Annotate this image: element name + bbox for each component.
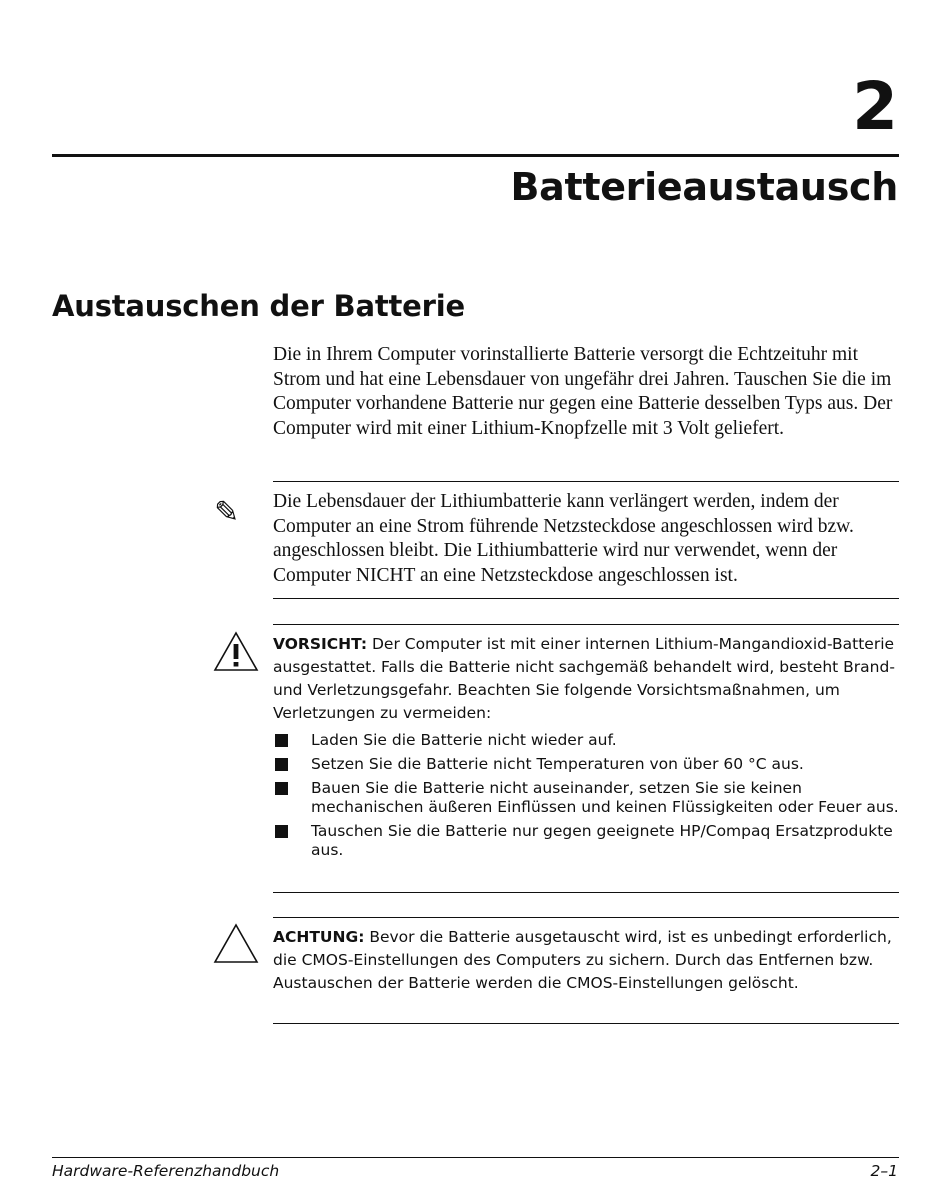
pencil-icon: ✎ (214, 495, 240, 530)
chapter-number: 2 (852, 68, 898, 145)
warning-top-rule (273, 624, 899, 625)
chapter-rule (52, 154, 899, 157)
warning-exclamation-icon (213, 630, 259, 672)
caution-bottom-rule (273, 1023, 899, 1024)
intro-paragraph: Die in Ihrem Computer vorinstallierte Batterie versorgt die Echtzeituhr mit Strom und hat eine Lebensdauer von ungefähr drei Jahren. Tauschen Sie die im Computer vorhandene Batterie nur gegen eine Batterie desselben Typs aus. Der Computer wird mit einer Lithium-Knopfzelle mit 3 Volt geliefert. (273, 344, 893, 439)
list-item: Setzen Sie die Batterie nicht Temperaturen von über 60 °C aus. (273, 755, 899, 774)
chapter-title: Batterieaustausch (510, 165, 898, 209)
note-top-rule (273, 481, 899, 482)
section-heading: Austauschen der Batterie (52, 289, 465, 323)
caution-triangle-icon (213, 922, 259, 964)
warning-list (273, 731, 899, 865)
warning-label: VORSICHT: (273, 635, 368, 653)
page-number: 2–1 (870, 1162, 898, 1180)
bullet-icon (275, 734, 288, 747)
note-bottom-rule (273, 598, 899, 599)
caution-top-rule (273, 917, 899, 918)
warning-text: Der Computer ist mit einer internen Lithium-Mangandioxid-Batterie ausgestattet. Falls die Batterie nicht sachgemäß behandelt wird, besteht Brand- und Verletzungsgefahr. Beachten Sie folgende Vorsichtsmaßnahmen, um Verletzungen zu vermeiden: (273, 635, 895, 722)
caution-text: Bevor die Batterie ausgetauscht wird, ist es unbedingt erforderlich, die CMOS-Einstellungen des Computers zu sichern. Durch das Entfernen bzw. Austauschen der Batterie werden die CMOS-Einstellungen gelöscht. (273, 928, 892, 992)
list-item: Bauen Sie die Batterie nicht auseinander, setzen Sie sie keinen mechanischen äußeren Einflüssen und keinen Flüssigkeiten oder Feuer aus. (273, 779, 899, 817)
bullet-icon (275, 825, 288, 838)
warning-paragraph (273, 633, 899, 725)
warning-block (273, 633, 899, 725)
list-item: Tauschen Sie die Batterie nur gegen geeignete HP/Compaq Ersatzprodukte aus. (273, 822, 899, 860)
caution-paragraph (273, 926, 899, 995)
warning-bottom-rule (273, 892, 899, 893)
footer-rule (52, 1157, 899, 1158)
bullet-icon (275, 782, 288, 795)
caution-label: ACHTUNG: (273, 928, 365, 946)
footer-title: Hardware-Referenzhandbuch (52, 1162, 280, 1180)
bullet-icon (275, 758, 288, 771)
caution-block (273, 926, 899, 995)
list-item: Laden Sie die Batterie nicht wieder auf. (273, 731, 899, 750)
note-text: Die Lebensdauer der Lithiumbatterie kann verlängert werden, indem der Computer an eine Strom führende Netzsteckdose angeschlossen wird bzw. angeschlossen bleibt. Die Lithiumbatterie wird nur verwendet, wenn der Computer NICHT an eine Netzsteckdose angeschlossen ist. (273, 491, 854, 586)
